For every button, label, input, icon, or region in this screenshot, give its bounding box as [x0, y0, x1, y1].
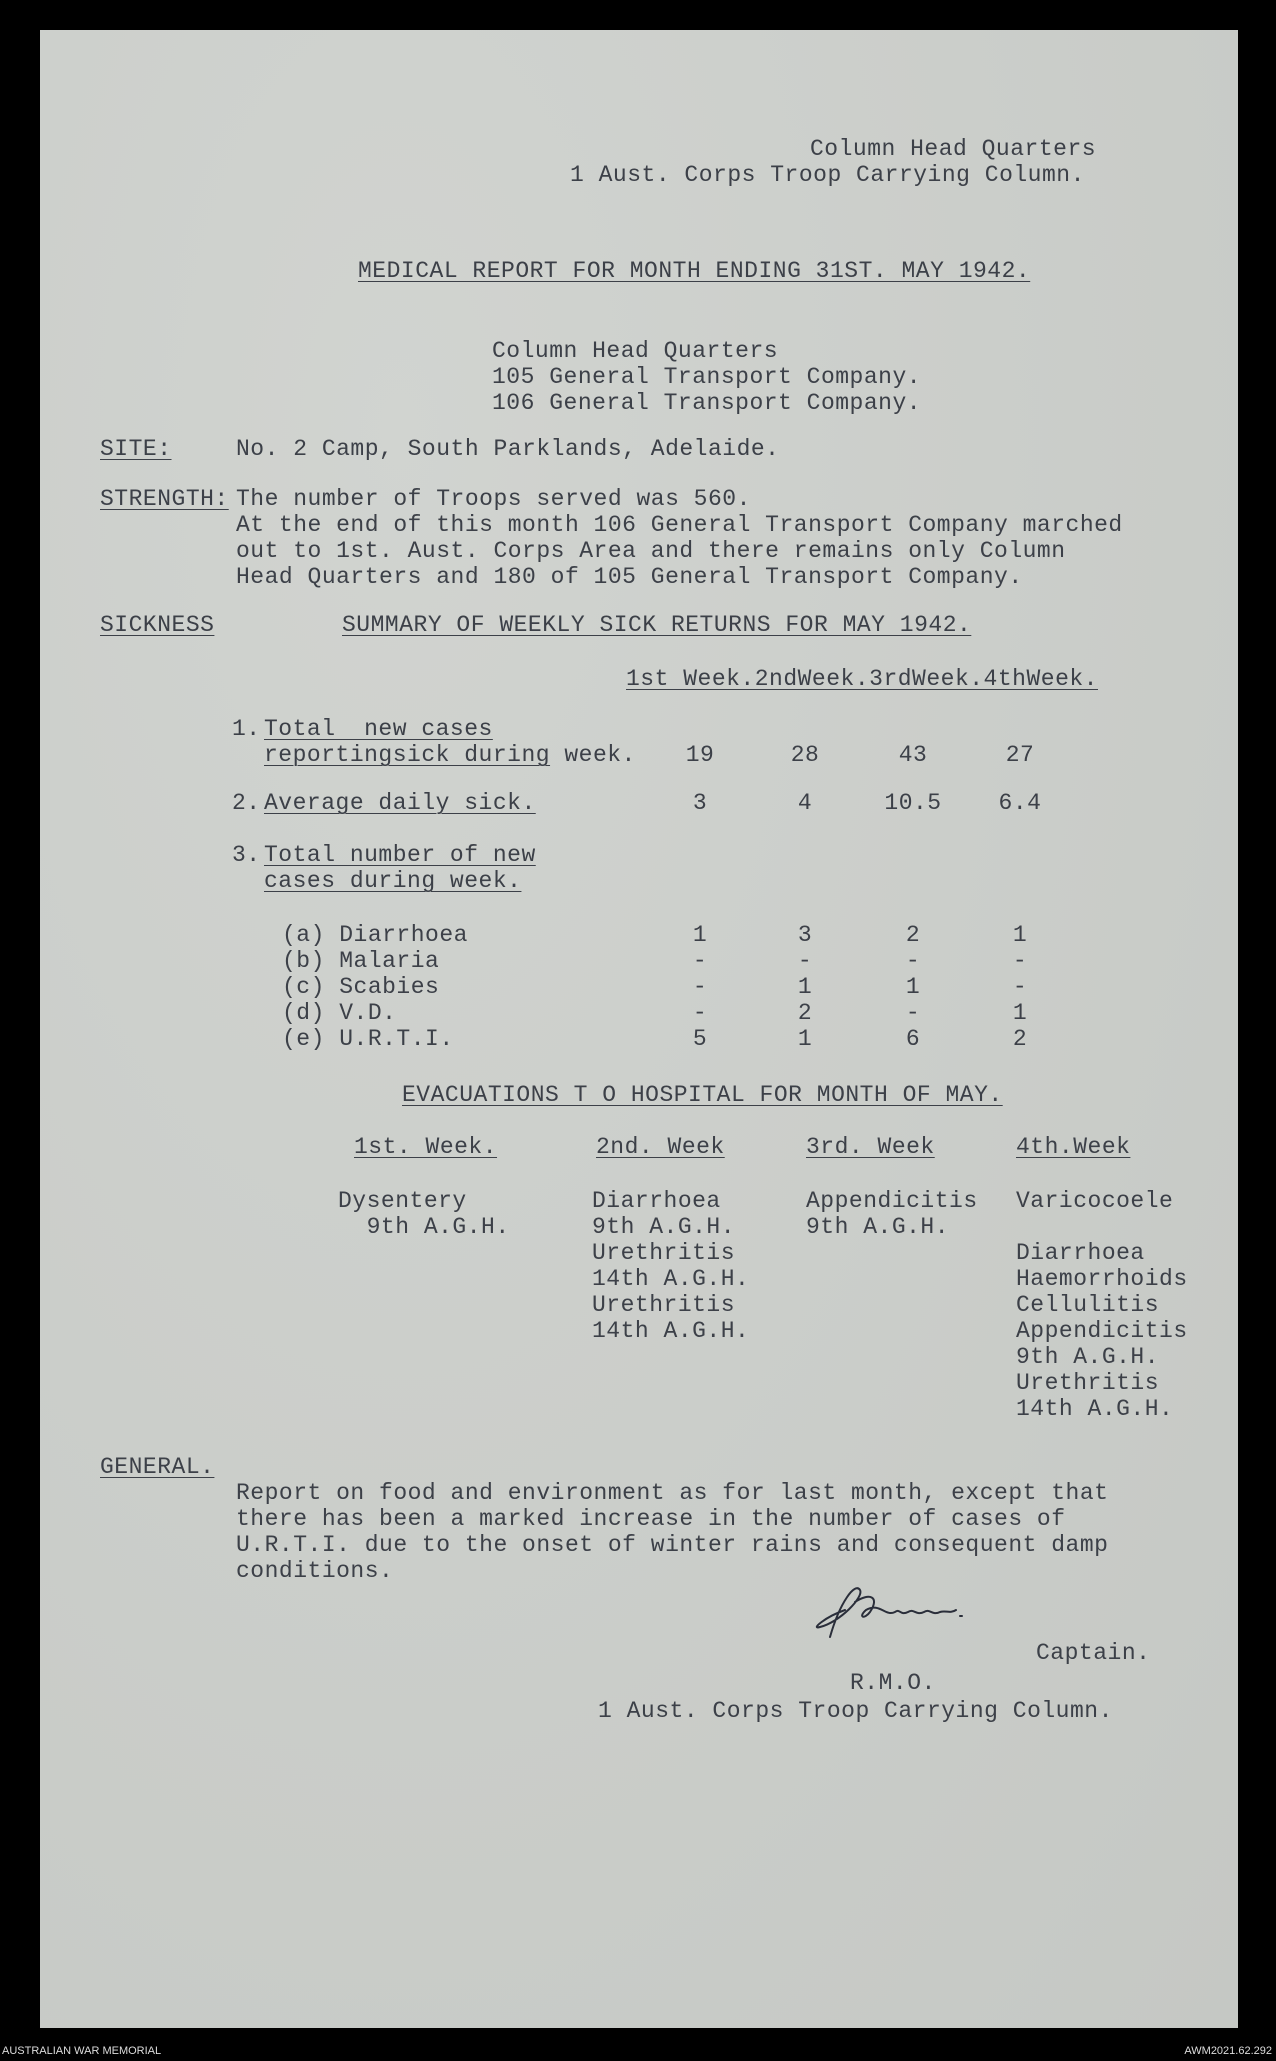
- evac-w4-line-7: Urethritis: [1016, 1370, 1160, 1396]
- evac-header-week-1: 1st. Week.: [354, 1134, 498, 1160]
- disease-b-week-2: -: [797, 948, 813, 974]
- evac-w2-line-3: Urethritis: [592, 1240, 736, 1266]
- evac-header-week-4: 4th.Week: [1016, 1134, 1131, 1160]
- evac-w3-line-1: Appendicitis: [806, 1188, 978, 1214]
- evac-w1-line-1: Dysentery: [338, 1188, 467, 1214]
- header-line-2: 1 Aust. Corps Troop Carrying Column.: [570, 162, 1085, 188]
- general-line-2: there has been a marked increase in the number of cases of: [236, 1506, 1066, 1532]
- unit-line-2: 105 General Transport Company.: [492, 364, 922, 390]
- disease-c-week-3: 1: [905, 974, 921, 1000]
- evac-w2-line-1: Diarrhoea: [592, 1188, 721, 1214]
- item-1-week-4: 27: [1005, 742, 1035, 768]
- disease-a-week-4: 1: [1012, 922, 1028, 948]
- item-1-line-1: Total new cases: [264, 716, 493, 742]
- footer-catalogue-number: AWM2021.62.292: [1184, 2045, 1272, 2057]
- item-1-week-1: 19: [685, 742, 715, 768]
- disease-e-label: (e) U.R.T.I.: [282, 1026, 454, 1052]
- disease-e-week-3: 6: [905, 1026, 921, 1052]
- item-2-week-1: 3: [692, 790, 708, 816]
- evac-w2-line-4: 14th A.G.H.: [592, 1266, 750, 1292]
- disease-c-week-1: -: [692, 974, 708, 1000]
- evac-header-week-3: 3rd. Week: [806, 1134, 935, 1160]
- disease-a-label: (a) Diarrhoea: [282, 922, 468, 948]
- disease-b-label: (b) Malaria: [282, 948, 440, 974]
- document-page: [40, 30, 1238, 2028]
- item-3-number: 3.: [232, 842, 261, 868]
- footer-institution: AUSTRALIAN WAR MEMORIAL: [2, 2045, 162, 2057]
- disease-a-week-1: 1: [692, 922, 708, 948]
- general-line-3: U.R.T.I. due to the onset of winter rains and consequent damp: [236, 1532, 1109, 1558]
- evac-w4-line-1: Varicocoele: [1016, 1188, 1174, 1214]
- site-text: No. 2 Camp, South Parklands, Adelaide.: [236, 436, 780, 462]
- signature-rank: Captain.: [1036, 1640, 1151, 1666]
- item-1-week-3: 43: [898, 742, 928, 768]
- disease-c-week-2: 1: [797, 974, 813, 1000]
- general-line-4: conditions.: [236, 1558, 394, 1584]
- sickness-label: SICKNESS: [100, 612, 215, 638]
- evac-w4-line-8: 14th A.G.H.: [1016, 1396, 1174, 1422]
- item-2-number: 2.: [232, 790, 261, 816]
- evac-w2-line-5: Urethritis: [592, 1292, 736, 1318]
- signature-unit: 1 Aust. Corps Troop Carrying Column.: [598, 1698, 1113, 1724]
- evac-w4-line-3: Haemorrhoids: [1016, 1266, 1188, 1292]
- unit-line-3: 106 General Transport Company.: [492, 390, 922, 416]
- disease-d-week-1: -: [692, 1000, 708, 1026]
- item-1-week-2: 28: [790, 742, 820, 768]
- signature-role: R.M.O.: [850, 1670, 936, 1696]
- item-3-line-1: Total number of new: [264, 842, 536, 868]
- disease-e-week-1: 5: [692, 1026, 708, 1052]
- disease-b-week-4: -: [1012, 948, 1028, 974]
- disease-d-week-2: 2: [797, 1000, 813, 1026]
- evac-w4-line-5: Appendicitis: [1016, 1318, 1188, 1344]
- evac-w4-line-4: Cellulitis: [1016, 1292, 1160, 1318]
- disease-d-week-4: 1: [1012, 1000, 1028, 1026]
- report-title: MEDICAL REPORT FOR MONTH ENDING 31ST. MAY 1942.: [358, 258, 1031, 284]
- item-1-line-2b: week.: [550, 742, 636, 768]
- header-line-1: Column Head Quarters: [810, 136, 1097, 162]
- item-2-label: Average daily sick.: [264, 790, 536, 816]
- disease-b-week-1: -: [692, 948, 708, 974]
- item-1-line-2: [264, 742, 636, 768]
- evac-w2-line-6: 14th A.G.H.: [592, 1318, 750, 1344]
- evac-w4-line-6: 9th A.G.H.: [1016, 1344, 1160, 1370]
- disease-d-label: (d) V.D.: [282, 1000, 397, 1026]
- evac-w2-line-2: 9th A.G.H.: [592, 1214, 736, 1240]
- item-2-week-3: 10.5: [884, 790, 942, 816]
- unit-line-1: Column Head Quarters: [492, 338, 779, 364]
- site-label: SITE:: [100, 436, 172, 462]
- disease-b-week-3: -: [905, 948, 921, 974]
- week-headers: 1st Week.2ndWeek.3rdWeek.4thWeek.: [626, 666, 1098, 692]
- handwritten-signature: [800, 1572, 980, 1652]
- evac-w3-line-2: 9th A.G.H.: [806, 1214, 950, 1240]
- strength-line-4: Head Quarters and 180 of 105 General Transport Company.: [236, 564, 1023, 590]
- disease-a-week-3: 2: [905, 922, 921, 948]
- item-1-number: 1.: [232, 716, 261, 742]
- strength-line-3: out to 1st. Aust. Corps Area and there remains only Column: [236, 538, 1066, 564]
- disease-c-label: (c) Scabies: [282, 974, 440, 1000]
- disease-d-week-3: -: [905, 1000, 921, 1026]
- disease-a-week-2: 3: [797, 922, 813, 948]
- item-2-week-2: 4: [797, 790, 813, 816]
- item-3-line-2: cases during week.: [264, 868, 522, 894]
- evacuations-title: EVACUATIONS T O HOSPITAL FOR MONTH OF MAY.: [402, 1082, 1003, 1108]
- general-label: GENERAL.: [100, 1454, 215, 1480]
- disease-e-week-2: 1: [797, 1026, 813, 1052]
- evac-w4-line-2: Diarrhoea: [1016, 1240, 1145, 1266]
- sick-summary-title: SUMMARY OF WEEKLY SICK RETURNS FOR MAY 1942.: [342, 612, 972, 638]
- disease-c-week-4: -: [1012, 974, 1028, 1000]
- strength-line-2: At the end of this month 106 General Transport Company marched: [236, 512, 1123, 538]
- evac-header-week-2: 2nd. Week: [596, 1134, 725, 1160]
- disease-e-week-4: 2: [1012, 1026, 1028, 1052]
- general-line-1: Report on food and environment as for last month, except that: [236, 1480, 1109, 1506]
- item-2-week-4: 6.4: [998, 790, 1042, 816]
- evac-w1-line-2: 9th A.G.H.: [338, 1214, 510, 1240]
- item-1-line-2a: reportingsick during: [264, 742, 551, 768]
- strength-line-1: The number of Troops served was 560.: [236, 486, 751, 512]
- strength-label: STRENGTH:: [100, 486, 229, 512]
